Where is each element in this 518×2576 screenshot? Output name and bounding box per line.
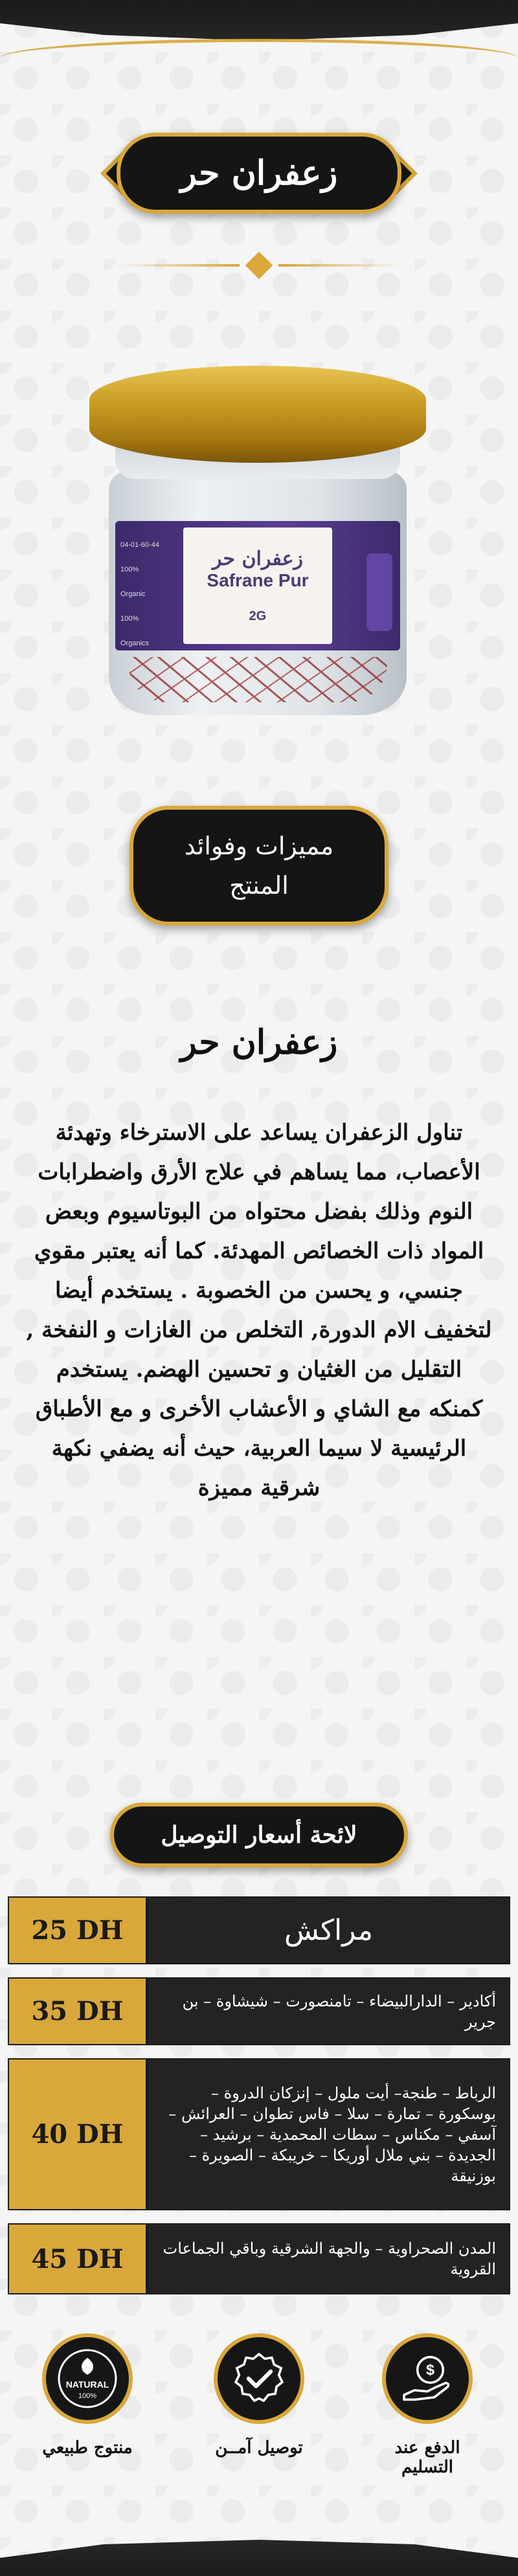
jar-lid (89, 366, 426, 463)
badge-secure-delivery (204, 2333, 314, 2458)
brand-logo (366, 553, 392, 631)
bottom-decoration (0, 2531, 518, 2576)
cash-hand-icon (382, 2333, 473, 2424)
badge-label: منتوج طبيعي (42, 2438, 133, 2458)
delivery-prices-title: لائحة أسعار التوصيل (110, 1803, 408, 1867)
delivery-cities: مراكش (147, 1896, 510, 1964)
saffron-threads (128, 657, 387, 702)
delivery-price: 35 DH (8, 1977, 147, 2045)
label-side-text: 04-01-60-44 100% Organic 100% Organics (120, 541, 159, 647)
page-title-text: زعفران حر (180, 153, 338, 193)
delivery-row (8, 2058, 510, 2210)
checkmark-shield-icon (214, 2333, 304, 2424)
delivery-price: 40 DH (8, 2058, 147, 2210)
delivery-price: 25 DH (8, 1896, 147, 1964)
top-gold-curve (0, 39, 518, 58)
badge-natural (32, 2333, 142, 2458)
natural-leaf-icon (42, 2333, 133, 2424)
delivery-cities: أكادير – الدارالبيضاء – تامنصورت – شيشاوة – بن جرير (147, 1977, 510, 2045)
page-title (117, 133, 401, 214)
label-arabic: زعفران حر (212, 548, 304, 570)
delivery-cities: الرباط – طنجة– أيت ملول – إنزكان الدروة – بوسكورة – تمارة – سلا – فاس تطوان – العرائش – آسفي – مكناس – سطات المحمدية – برشيد – الجديدة – بني ملال أوريكا – خريبكة – الصويرة – بوزنيقة (147, 2058, 510, 2210)
delivery-row (8, 1977, 510, 2045)
delivery-row (8, 1896, 510, 1964)
badge-cash-on-delivery (372, 2333, 482, 2477)
delivery-price: 45 DH (8, 2223, 147, 2294)
description-text: تناول الزعفران يساعد على الاسترخاء وتهدئة الأعصاب، مما يساهم في علاج الأرق واضطرابات النوم وذلك بفضل محتواه من البوتاسيوم وبعض المواد ذات الخصائص المهدئة. كما أنه يعتبر مقوي جنسي، و يحسن من الخصوبة . يستخدم أيضا لتخفيف الام الدورة, التخلص من الغازات و النفخة , التقليل من الغثيان و تحسين الهضم. يستخدم كمنكه مع الشاي و الأعشاب الأخرى و مع الأطباق الرئيسية لا سيما العربية، حيث أنه يضفي نكهة شرقية مميزة (26, 1120, 492, 1501)
diamond-icon (245, 252, 273, 279)
description-heading: زعفران حر (180, 1023, 338, 1062)
svg-text:$: $ (425, 2361, 435, 2379)
svg-text:NATURAL: NATURAL (65, 2379, 109, 2390)
svg-text:100%: 100% (78, 2392, 97, 2400)
badge-label: توصيل آمــن (215, 2438, 303, 2458)
ornament-divider (117, 256, 401, 275)
delivery-row (8, 2223, 510, 2294)
badge-label: الدفع عند التسليم (394, 2438, 460, 2477)
features-title: مميزات وفوائد المنتج (130, 806, 388, 926)
delivery-cities: المدن الصحراوية – والجهة الشرقية وباقي الجماعات القروية (147, 2223, 510, 2294)
label-french: Safrane Pur (207, 570, 309, 590)
product-image (89, 366, 426, 728)
label-weight: 2G (249, 609, 267, 623)
